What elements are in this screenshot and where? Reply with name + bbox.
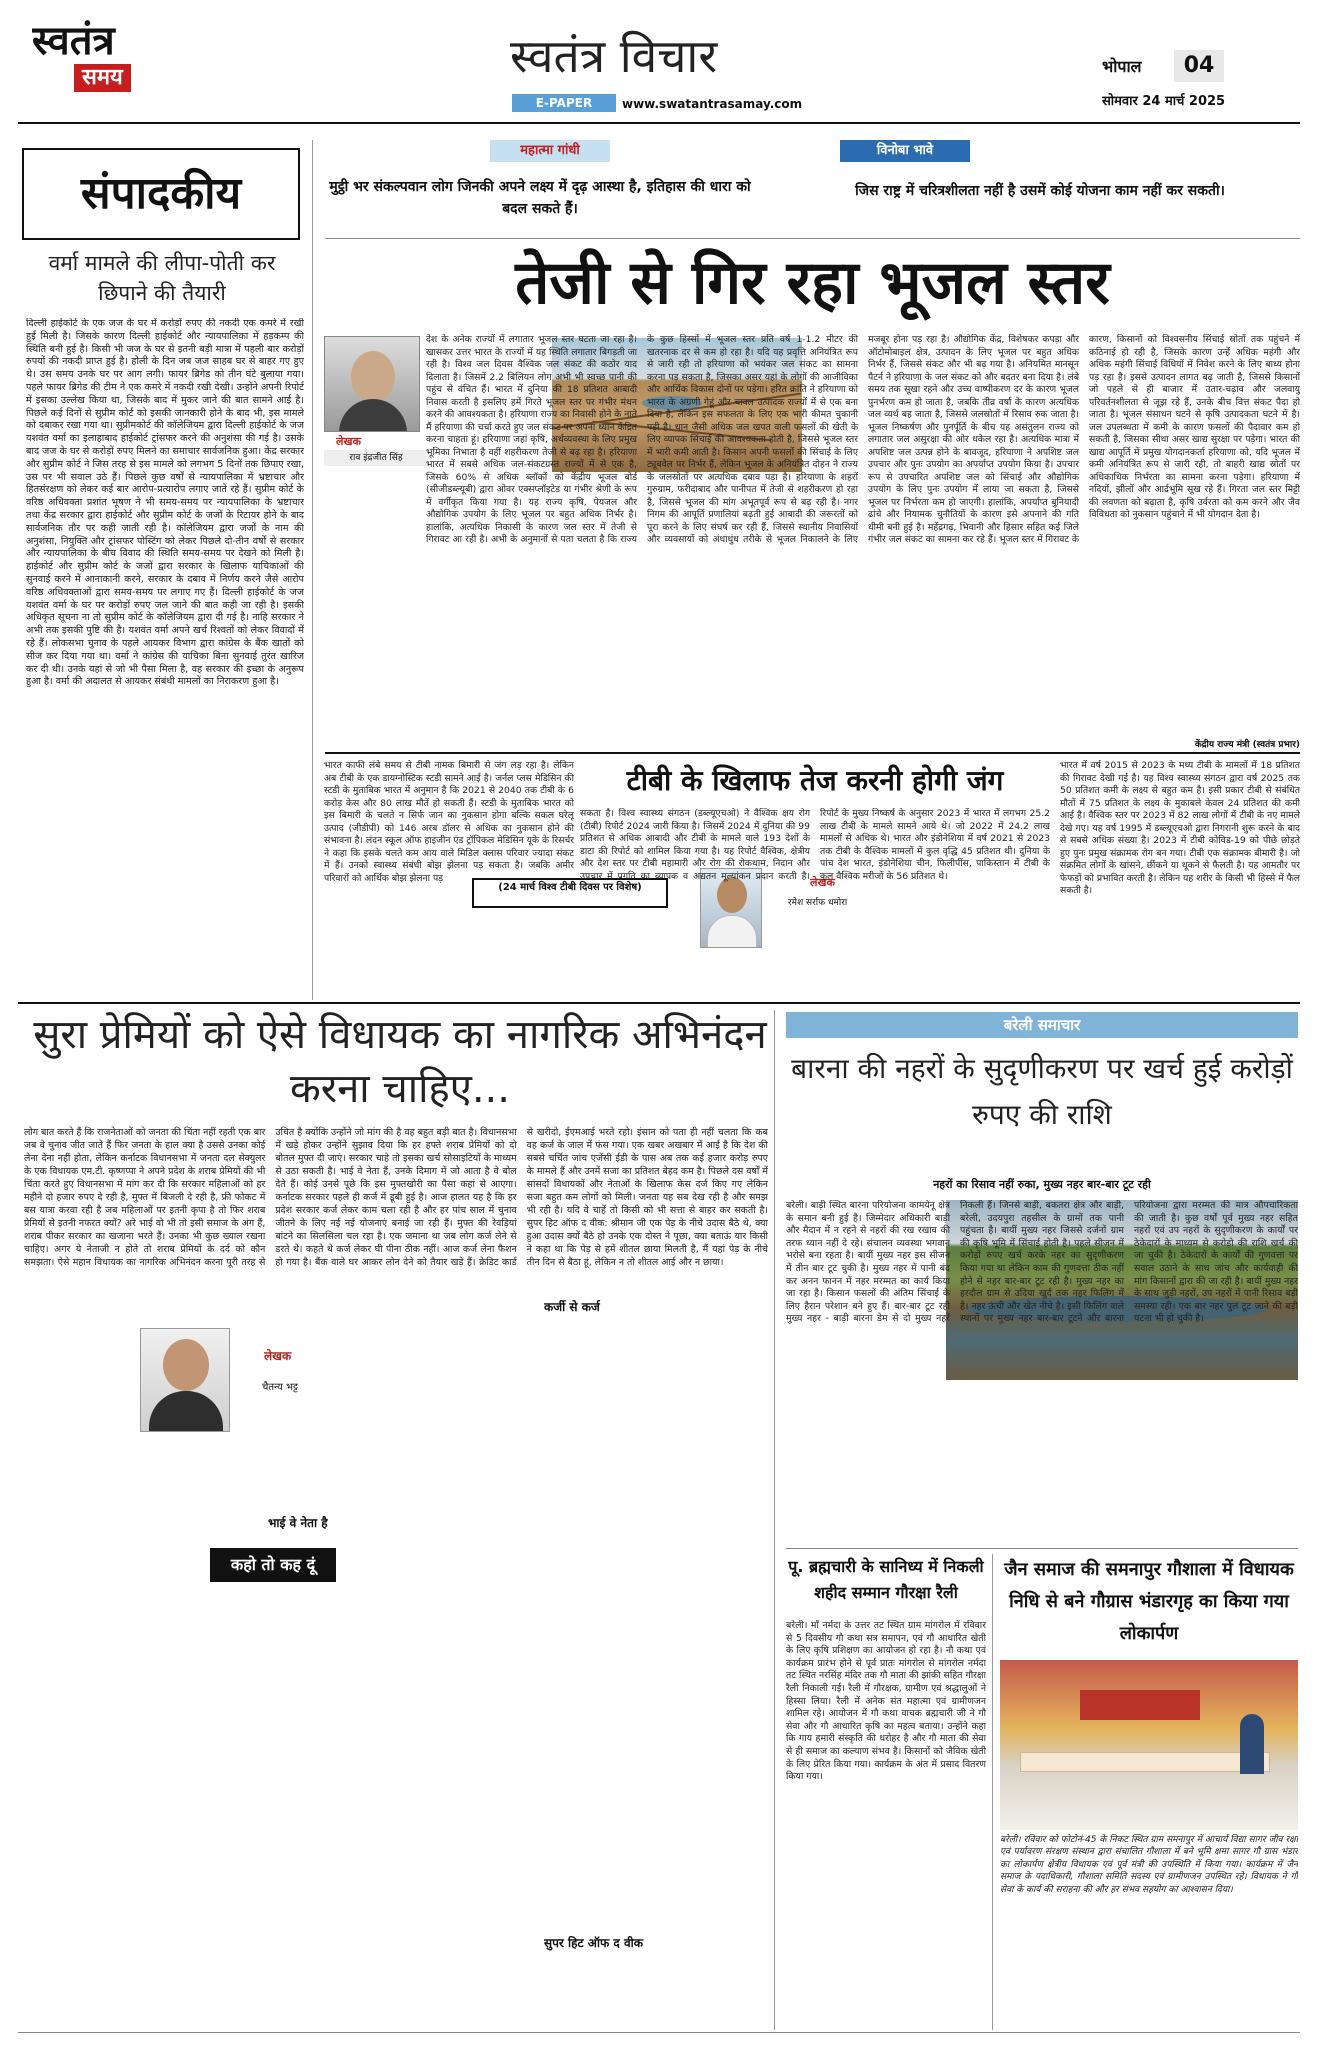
author-label-chaitanya: लेखक <box>264 1348 324 1364</box>
tb-body-mid: सकता है। विश्व स्वास्थ्य संगठन (डब्ल्यूएचओ) ने वैश्विक क्षय रोग (टीबी) रिपोर्ट 2024 जारी किया है। जिसमें 2024 में दुनिया की 99 प्रतिशत से अधिक आबादी और टीबी के मामले वाले 193 देशों के डाटा की रिपोर्ट को शामिल किया गया है। यह रिपोर्ट वैश्विक, क्षेत्रीय और देश स्तर पर टीबी महामारी और रोग की रोकथाम, निदान और उपचार में प्रगति का व्यापक व अद्यतन मूल्यांकन प्रदान करती है। रिपोर्ट के मुख्य निष्कर्ष के अनुसार 2023 में भारत में लगभग 25.2 लाख टीबी के मामले सामने आये थे। जो 2022 में 24.2 लाख मामलों से अधिक थे। भारत और इंडोनेशिया में वर्ष 2021 से 2023 तक टीबी के वैश्विक मामलों में कुल वृद्धि 45 प्रतिशत थी। दुनिया के पांच देश भारत, इंडोनेशिया चीन, फिलीपींस, पाकिस्तान में टीबी के कुल वैश्विक मरीजों के 56 प्रतिशत थे। <box>580 808 1050 882</box>
footer-rule <box>18 2032 1300 2033</box>
masthead-rule <box>18 122 1300 124</box>
jain-photo <box>1000 1660 1298 1830</box>
author-name-rao: राव इंद्रजीत सिंह <box>324 450 428 466</box>
sura-divider <box>774 1010 775 2030</box>
author-name-chaitanya: चैतन्य भट्ट <box>262 1380 362 1396</box>
tb-box-caption: (24 मार्च विश्व टीबी दिवस पर विशेष) <box>472 878 668 908</box>
author-photo-rao <box>324 336 420 432</box>
editorial-divider <box>312 140 313 1000</box>
brahmachari-body: बरेली। माँ नर्मदा के उत्तर तट स्थित ग्राम मांगरोल में रविवार से 5 दिवसीय गौ कथा सत्र समापन, एवं गौ आधारित खेती के लिए कृषि प्रशिक्षण का आयोजन हो रहा है। नौ कथा एवं कार्यक्रम प्रारंभ होने से पूर्व प्रातः मांगरोल से मांगरोल नर्मदा तट स्थित नरसिंह मंदिर तक गौ माता की झांकी सहित गौरक्षा रैली निकाली गई। रैली में गौरक्षक, ग्रामीण एवं श्रद्धालुओं ने हिस्सा लिया। रैली में अनेक संत महात्मा एवं ग्रामीणजन शामिल रहे। आयोजन में गौ कथा वाचक ब्रह्मचारी जी ने गौ सेवा और गौ आधारित कृषि का महत्व बताया। उन्होंने कहा कि गाय हमारी संस्कृति की धरोहर है और गौ माता की सेवा से ही समाज का कल्याण संभव है। किसानों को जैविक खेती के लिए प्रेरित किया गया। कार्यक्रम के अंत में प्रसाद वितरण किया गया। <box>786 1620 986 1783</box>
gandhi-label: महात्मा गांधी <box>490 140 610 162</box>
groundwater-body: देश के अनेक राज्यों में लगातार भूजल स्तर घटता जा रहा है। खासकर उत्तर भारत के राज्यों में यह स्थिति लगातार बिगड़ती जा रही है। विश्व जल दिवस वैश्विक जल संकट की कठोर याद दिलाता है। जिसमें 2.2 बिलियन लोग अभी भी स्वच्छ पानी की पहुंच से वंचित हैं। भारत में दुनिया की 18 प्रतिशत आबादी निवास करती है इसलिए हमें गिरते भूजल स्तर पर गंभीर मंथन करने की आवश्यकता है। हरियाणा राज्य का निवासी होने के नाते मैं हरियाणा की चर्चा करते हुए जल संकट पर अपना ध्यान केंद्रित करना चाहता हूं। हरियाणा जहां कृषि, अर्थव्यवस्था के लिए प्रमुख भूमिका निभाता है वहीं शहरीकरण तेजी से बढ़ रहा है। हरियाणा भारत में सबसे अधिक जल-संकटग्रस्त राज्यों में से एक है, जिसके 60% से अधिक ब्लॉकों को केंद्रीय भूजल बोर्ड (सीजीडब्ल्यूबी) द्वारा ओवर एक्सप्लॉइटेड या गंभीर श्रेणी के रूप में वर्गीकृत किया गया है। यह राज्य कृषि, पेयजल और औद्योगिक उपयोग के लिए भूजल पर बहुत अधिक निर्भर है। हालांकि, अत्यधिक निकासी के कारण जल स्तर में तेजी से गिरावट आ रही है। अभी के अनुमानों से पता चलता है कि राज्य के कुछ हिस्सों में भूजल स्तर प्रति वर्ष 1-1.2 मीटर की खतरनाक दर से कम हो रहा है। यदि यह प्रवृत्ति अनियंत्रित रूप से जारी रही तो हरियाणा को भयंकर जल संकट का सामना करना पड़ सकता है, जिसका असर यहां के लोगों की आजीविका और आर्थिक विकास दोनों पर पड़ेगा। हरित क्रांति ने हरियाणा को भारत के अग्रणी गेहूं और चावल उत्पादक राज्यों में से एक बना दिया है, लेकिन इस सफलता के लिए एक भारी कीमत चुकानी पड़ी है। धान जैसी अधिक जल खपत वाली फसलों की खेती के लिए व्यापक सिंचाई की आवश्यकता होती है, जिससे भूजल स्तर में भारी कमी आती है। किसान अपनी फसलों की सिंचाई के लिए ट्यूबवेल पर निर्भर हैं, लेकिन भूजल के अनियंत्रित दोहन ने राज्य के जलस्रोतों पर अत्यधिक दबाव पड़ा है। हरियाणा के शहरों गुरुग्राम, फरीदाबाद और पानीपत में तेजी से शहरीकरण हो रहा है, जिससे भूजल की मांग अभूतपूर्व रूप से बढ़ रही है। नगर निगम की आपूर्ति प्रणालियां बढ़ती हुई आबादी की जरूरतों को पूरा करने के लिए संघर्ष कर रही हैं, जिससे स्थानीय निवासियों और व्यवसायों को अंधाधुंध तरीके से भूजल निकालने के लिए मजबूर होना पड़ रहा है। औद्योगिक केंद्र, विशेषकर कपड़ा और ऑटोमोबाइल क्षेत्र, उत्पादन के लिए भूजल पर बहुत अधिक निर्भर हैं, जिससे संकट और भी बढ़ गया है। अनियमित मानसून पैटर्न ने हरियाणा के जल संकट को और बदतर बना दिया है। लंबे समय तक सूखा रहने और उच्च वाष्पीकरण दर के कारण भूजल पुनर्भरण कम हो जाता है, जबकि तीव्र वर्षा के कारण अत्यधिक जल व्यर्थ बह जाता है, जिससे जलस्रोतों में रिसाव रुक जाता है। भूजल निष्कर्षण और पुनर्पूर्ति के बीच यह असंतुलन राज्य को लगातार जल असुरक्षा की ओर धकेल रहा है। अत्यधिक मात्रा में अपशिष्ट जल उत्पन्न होने के बावजूद, हरियाणा ने अपशिष्ट जल उपचार और पुनः उपयोग का अपर्याप्त उपयोग किया है। उपचार रूप से उपचारित अपशिष्ट जल को सिंचाई और औद्योगिक उपयोग के लिए पुनः उपयोग में लाया जा सकता है, जिससे भूजल पर निर्भरता कम हो जाएगी। हालांकि, अपर्याप्त बुनियादी ढांचे और नियामक चुनौतियों के कारण इसे अपनाने की गति धीमी बनी हुई है। महेंद्रगढ़, भिवानी और हिसार सहित कई जिले गंभीर जल संकट का सामना कर रहे हैं। भूजल स्तर में गिरावट के कारण, किसानों को विश्वसनीय सिंचाई स्रोतों तक पहुंचने में कठिनाई हो रही है, जिसके कारण उन्हें अधिक महंगी और अधिक महंगी सिंचाई विधियों में निवेश करने के लिए बाध्य होना पड़ रहा है। इससे उत्पादन लागत बढ़ जाती है, जिससे किसानों जो पहले से ही बाजार में उतार-चढ़ाव और जलवायु परिवर्तनशीलता से जूझ रहे हैं, उनके बीच वित्त संकट पैदा हो जाता है। भूजल संसाधन घटने से कृषि उत्पादकता घटने में है। जल उपलब्धता में कमी के कारण फसलों की पैदावार कम हो सकती है, जिसका सीधा असर खाद्य सुरक्षा पर पड़ेगा। भारत की खाद्य आपूर्ति में प्रमुख योगदानकर्ता हरियाणा को, यदि भूजल में कमी अनियंत्रित रूप से जारी रही, तो बाहरी खाद्य स्रोतों पर अधिकाधिक निर्भरता का सामना करना पड़ेगा। हरियाणा में नदियों, झीलों और आर्द्रभूमि सूख रहे हैं। गिरता जल स्तर मिट्टी की लवणता को बढ़ाता है, कृषि उर्वरता को कम करने और जैव विविधता को नुकसान पहुंचाने में भी योगदान देता है। <box>426 334 1300 545</box>
brahmachari-divider <box>992 1554 993 2030</box>
groundwater-rule <box>325 752 1300 754</box>
bareli-section: बरेली समाचार <box>786 1012 1298 1038</box>
logo-line2: समय <box>74 64 131 92</box>
bareli-headline: बारना की नहरों के सुदृणीकरण पर खर्च हुई करोड़ों रुपए की राशि <box>791 1052 1293 1131</box>
logo <box>32 20 192 100</box>
sura-subhead-1: भाई वे नेता है <box>268 1514 368 1532</box>
bareli-rule <box>786 1548 1298 1549</box>
groundwater-headline: तेजी से गिर रहा भूजल स्तर <box>515 248 1110 318</box>
page-number: 04 <box>1174 50 1224 82</box>
epaper-badge: E-PAPER <box>512 94 616 112</box>
sura-body: लोग बात करते हैं कि राजनेताओं को जनता की चिंता नहीं रहती एक बार जब वे चुनाव जीत जाते हैं फिर जनता के हाल क्या है उससे उनका कोई लेना देना नहीं होता, लेकिन कर्नाटक विधानसभा में जनता दल सेक्युलर के एक विधायक एम.टी. कृष्णप्पा ने अपने प्रदेश के शराब प्रेमियों की भी चिंता करते हुए विधानसभा में मांग कर दी कि सरकार महिलाओं को हर महीने दो हजार रुपए दे रही है, मुफ्त में बिजली दे रही है, फ्री फोकट में बस यात्रा करवा रही है जब महिलाओं पर इतनी कृपा है तो फिर शराब प्रेमियों से इतनी नफरत क्यों? अरे भाई वो भी तो इसी समाज के अंग हैं, शराब पीकर सरकार का खजाना भरते हैं। उनका भी कुछ ख्याल रखना चाहिए। अगर ये नेताजी न होते तो शराब प्रेमियों के दर्द को कौन समझता। ऐसे महान विधायक का नागरिक अभिनंदन करना पूरी तरह से उचित है क्योंकि उन्होंने जो मांग की है वह बहुत बड़ी बात है। विधानसभा में खड़े होकर उन्होंने सुझाव दिया कि हर हफ्ते शराब प्रेमियों को दो बोतल मुफ्त दी जाएं। सरकार चाहे तो इसका खर्च सोसाइटियों के माध्यम से उठा सकती है। भाई वे नेता हैं, उनके दिमाग में जो आता है वे बोल देते हैं। कोई उनसे पूछे कि इस मुफ्तखोरी का पैसा कहां से आएगा। कर्नाटक सरकार पहले ही कर्ज में डूबी हुई है। आज हालत यह है कि हर प्रदेश सरकार कर्ज लेकर काम चला रही है और हर पांच साल में चुनाव जीतने के लिए नई नई योजनाएं बनाई जा रही हैं। मुफ्त की रेवड़ियां बांटने का सिलसिला चल रहा है। एक जमाना था जब लोग कर्ज लेने से डरते थे। कहते थे कर्ज लेकर घी पीना ठीक नहीं। आज कर्ज लेना फैशन हो गया है। बैंक वाले घर आकर लोन देने को तैयार खड़े हैं। क्रेडिट कार्ड से खरीदो, ईएमआई भरते रहो। इंसान को पता ही नहीं चलता कि कब वह कर्ज के जाल में फंस गया। एक खबर अखबार में आई है कि देश की सबसे चर्चित जांच एजेंसी ईडी के पास अब तक कई हजार करोड़ रुपए के मामले हैं और उनमें सजा का प्रतिशत बेहद कम है। पिछले दस वर्षों में सांसदों विधायकों और नेताओं के खिलाफ केस दर्ज किए गए लेकिन सजा बहुत कम लोगों को मिली। जनता यह सब देख रही है और समझ भी रही है। यदि वे चाहें तो किसी को भी सत्ता से बाहर कर सकती है। सुपर हिट ऑफ द वीक: श्रीमान जी एक पेड़ के नीचे उदास बैठे थे, क्या हुआ उदास क्यों बैठे हो उनके एक दोस्त ने पूछा, क्या बताऊं यार किसी ने कहा था कि पेड़ से हमें शीतल छाया मिलती है, मैं यहां पेड़ के नीचे तीन दिन से बैठा हूं, लेकिन न तो शीतल आई और न छाया। <box>24 1127 768 1268</box>
tb-body-right: भारत में वर्ष 2015 से 2023 के मध्य टीबी के मामलों में 18 प्रतिशत की गिरावट देखी गई है। यह विश्व स्वास्थ्य संगठन द्वारा वर्ष 2025 तक 50 प्रतिशत कमी के लक्ष्य से बहुत कम है। इसी प्रकार टीबी से संबंधित मौतों में 75 प्रतिशत के लक्ष्य के मुकाबले केवल 24 प्रतिशत की कमी आई है। वैश्विक स्तर पर 2023 में 82 लाख लोगों में टीबी के नए मामले देखे गए। यह वर्ष 1995 में डब्ल्यूएचओ द्वारा निगरानी शुरू करने के बाद से सबसे अधिक संख्या है। 2023 में टीबी कोविड-19 को पीछे छोड़ते हुए पुनः प्रमुख संक्रामक रोग बन गया। टीबी एक संक्रामक बीमारी है। जो संक्रमित लोगों के खांसने, छींकने या थूकने से फैलती है। यह आमतौर पर फेफड़ों को प्रभावित करती है। लेकिन यह शरीर के किसी भी हिस्से में फैल सकती है। <box>1060 760 1300 896</box>
sura-subhead-3: सुपर हिट ऑफ द वीक <box>544 1934 684 1952</box>
editorial-banner: संपादकीय <box>22 148 300 240</box>
tb-rule <box>18 1002 1300 1004</box>
bareli-subhead: नहरों का रिसाव नहीं रुका, मुख्य नहर बार-बार टूट रही <box>933 1178 1151 1191</box>
sura-subhead-2: कर्जी से कर्ज <box>544 1298 644 1316</box>
bareli-body: बरेली। बाड़ी स्थित बारना परियोजना कामयेनू क्षेत्र के समान बनी हुई है। जिम्मेदार अधिकारी बाड़ी और मैदान में न रहने से नहरों की रख रखाव की तरफ ध्यान नहीं दे रहे। संचालन व्यवस्था भगवान भरोसे बना रहता है। बायीं मुख्य नहर इस सीजन में तीन बार टूट चुकी है। मुख्य नहर में पानी बंद कर अनन फानन में नहर मरम्मत का कार्य किया जा रहा है। किसान फसलों की अंतिम सिंचाई के लिए हैरान परेशान बने हुए हैं। बार-बार टूट रही मुख्य नहर - बाड़ी बारना डेम से दो मुख्य नहरें निकली हैं। जिनसे बाड़ी, बकतरा क्षेत्र और बाड़ी, बरेली, उदयपुरा तहसील के ग्रामों तक पानी पहुंचता है। बायीं मुख्य नहर जिससे दर्जनों ग्राम की कृषि भूमि में सिंचाई होती है। पहले सीजन में करोड़ों रुपए खर्च करके नहर का सुदृणीकरण किया गया था लेकिन काम की गुणवत्ता ठीक नहीं होने से नहर बार-बार टूट रही है। मुख्य नहर का हरदौल ग्राम से उदिया खुर्द तक नहर फिलिंग में है। नहर ऊंची और खेत नीचे है। इसी फिलिंग वाले स्थानों पर मुख्य नहर बार-बार टूटने और बारना परियोजना द्वारा मरम्मत की मात्र औपचारिकता की जाती है। कुछ वर्षों पूर्व मुख्य नहर सहित नहरों एवं उप नहरों के सुदृणीकरण के कार्यों पर ठेकेदारों के माध्यम से करोड़ो की राशि खर्च की जा चुकी है। ठेकेदारों के कार्यों की गुणवत्ता पर सवाल उठाने के साथ जांच और कार्यवाही की मांग किसानों द्वारा की जा रही है। बायीं मुख्य नहर के साथ जुड़ी नहरों, उप नहरों में पानी रिसाव बड़ी समस्या रही। एक बार नहर पुल टूट जाने की बड़ी घटना भी हो चुकी है। <box>786 1200 1298 1325</box>
logo-line1: स्वतंत्र <box>32 20 115 64</box>
tb-body-left: भारत काफी लंबे समय से टीबी नामक बिमारी से जंग लड़ रहा है। लेकिन अब टीबी के एक डायग्नोस्टिक स्टडी सामने आई है। जर्नल प्लस मेडिसिन की स्टडी के मुताबिक भारत में अनुमान है कि 2021 से 2040 तक टीबी के 6 करोड़ केस और 80 लाख मौतें हो सकती हैं। स्टडी के मुताबिक भारत को इस बिमारी के चलते न सिर्फ जान का नुकसान होगा बल्कि सकल घरेलू उत्पाद (जीडीपी) को 146 अरब डॉलर से अधिक का नुकसान होने की संभावना है। लंदन स्कूल ऑफ हाइजीन एंड ट्रॉपिकल मेडिसिन यूके के रिसर्चर ने कहा कि इसके चलते कम आय वाले मिडिल क्लास परिवार ज्यादा संकट में हैं। उनको स्वास्थ्य संबंधी बोझ झेलना पड़ सकता है। जबकि अमीर परिवारों को आर्थिक बोझ झेलना पड़ <box>324 760 574 884</box>
city: भोपाल <box>1102 57 1142 76</box>
author-photo-chaitanya <box>140 1328 230 1432</box>
jain-caption: बरेली। रविवार को फोटोनं-45 के निकट स्थित ग्राम समनापुर में आचार्य विद्या सागर जीव रक्षा एवं पर्यावरण संरक्षण संस्थान द्वारा संचालित गौशाला में बने भूमि क्षमा सागर गौ ग्रास भंडार का लोकार्पण क्षेत्रीय विधायक एवं पूर्व मंत्री की उपस्थिति में किया गया। कार्यक्रम में जैन समाज के पदाधिकारी, गौशाला समिति सदस्य एवं ग्रामीणजन उपस्थित रहे। विधायक ने गौ सेवा के कार्य की सराहना की और हर संभव सहयोग का आश्वासन दिया। <box>1000 1835 1298 1895</box>
editorial-body: दिल्ली हाईकोर्ट के एक जज के घर में करोड़ों रुपए की नकदी एक कमरे में रखी हुई मिली है। जिसके कारण दिल्ली हाईकोर्ट और न्यायपालिका में हड़कम्प की स्थिति बनी हुई है। किसी भी जज के घर से इतनी बड़ी मात्रा में पहली बार करोड़ों रुपयों की नकदी प्राप्त हुई है। होली के दिन जब जज साहब घर से बाहर गए हुए थे। उस समय उनके घर पर आग लगी। फायर ब्रिगेड को तीन घंटे बुलाया गया। पहले फायर ब्रिगेड की टीम ने एक कमरे में नकदी रखी देखी। उन्होंने अपनी रिपोर्ट में इसका उल्लेख किया था, जिसके बाद में मुकर जाने की बात सामने आई है। पिछले कई दिनों से सुप्रीम कोर्ट को इसकी जानकारी होने के बाद भी, इस मामले को दबाकर रखा गया था। सुप्रीमकोर्ट की कॉलेजियम द्वारा दिल्ली हाईकोर्ट के जज यशवंत वर्मा का इलाहाबाद हाईकोर्ट ट्रांसफर करने की अनुशंसा की गई है। उसके बाद जज के घर से करोड़ों रुपए मिलने का समाचार सार्वजनिक हुआ। केंद्र सरकार और सुप्रीम कोर्ट ने जिस तरह से इस मामले को लगभग 5 दिनों तक छिपाए रखा, उस पर भी सवाल उठे हैं। पिछले कुछ वर्षों से न्यायपालिका में भ्रष्टाचार और हितसंरक्षण को लेकर कई बार आरोप-प्रत्यारोप लगाए जाते रहे हैं। सुप्रीम कोर्ट के वरिष्ठ अधिवक्ता प्रशांत भूषण ने भी समय-समय पर न्यायपालिका के भ्रष्टाचार तथा केंद्र सरकार द्वारा हाईकोर्ट और सुप्रीम कोर्ट के जजों के रिटायर होने के बाद सार्वजनिक तौर पर कही जाती रही है। कॉलेजियम द्वारा जजों के नाम की अनुशंसा, नियुक्ति और ट्रांसफर पोस्टिंग को लेकर पिछले दो-तीन वर्षों से सरकार और न्यायपालिका के बीच विवाद की स्थिति समय-समय पर देखने को मिली है। हाईकोर्ट और सुप्रीम कोर्ट के जजों द्वारा सरकार के खिलाफ याचिकाओं की सुनवाई करने में आनाकानी करने, सरकार के दबाव में निर्णय करने जैसे आरोप वरिष्ठ अधिवक्ताओं द्वारा समय-समय पर लगाए गए हैं। दिल्ली हाईकोर्ट के जज यशवंत वर्मा के घर पर करोड़ों रुपए जल जाने की बात कही जा रही है। इसकी अधिकृत सूचना ना तो सुप्रीम कोर्ट के कॉलेजियम द्वारा दी गई है। नाहि सरकार ने अभी तक इसकी पुष्टि की है। यशवंत वर्मा अपने खर्च रिश्वतों को लेकर विवादों में रहे हैं। लोकसभा चुनाव के पहले आयकर विभाग द्वारा कांग्रेस के बैंक खातों को सीज कर दिया गया था। वर्मा ने कांग्रेस की याचिका बिना सुनवाई तुरंत खारिज कर दी थी। उनके यहां से जो भी पैसा मिला है, वह सरकार की इच्छा के अनुरूप हुआ है। वर्मा की अदालत से आयकर संबंधी मामलों का निराकरण हुआ है। <box>26 318 304 688</box>
jain-headline: जैन समाज की समनापुर गौशाला में विधायक निधि से बने गौग्रास भंडारगृह का किया गया लोकार्पण <box>1004 1559 1294 1644</box>
brahmachari-headline: पू. ब्रह्मचारी के सानिध्य में निकली शहीद सम्मान गौरक्षा रैली <box>788 1557 984 1602</box>
quote-rule <box>325 238 1300 239</box>
masthead-title: स्वतंत्र विचार <box>510 29 718 83</box>
website: www.swatantrasamay.com <box>622 97 803 111</box>
vinoba-quote: जिस राष्ट्र में चरित्रशीलता नहीं है उसमें कोई योजना काम नहीं कर सकती। <box>855 183 1225 199</box>
tb-headline: टीबी के खिलाफ तेज करनी होगी जंग <box>626 764 1004 797</box>
kaho-badge: कहो तो कह दूं <box>210 1548 336 1582</box>
author-label-ramesh: लेखक <box>810 876 835 889</box>
gandhi-quote: मुट्ठी भर संकल्पवान लोग जिनकी अपने लक्ष्य में दृढ़ आस्था है, इतिहास की धारा को बदल सकते हैं। <box>329 179 751 217</box>
vinoba-label: विनोबा भावे <box>840 140 970 162</box>
date: सोमवार 24 मार्च 2025 <box>1102 94 1226 109</box>
author-name-ramesh: रमेश सर्राफ धमोरा <box>788 898 848 908</box>
author-label-rao: लेखक <box>336 435 361 448</box>
editorial-headline: वर्मा मामले की लीपा-पोती कर छिपाने की तैयारी <box>48 251 276 305</box>
sura-headline: सुरा प्रेमियों को ऐसे विधायक का नागरिक अभिनंदन करना चाहिए... <box>33 1012 767 1112</box>
groundwater-footer: केंद्रीय राज्य मंत्री (स्वतंत्र प्रभार) <box>1194 740 1300 750</box>
